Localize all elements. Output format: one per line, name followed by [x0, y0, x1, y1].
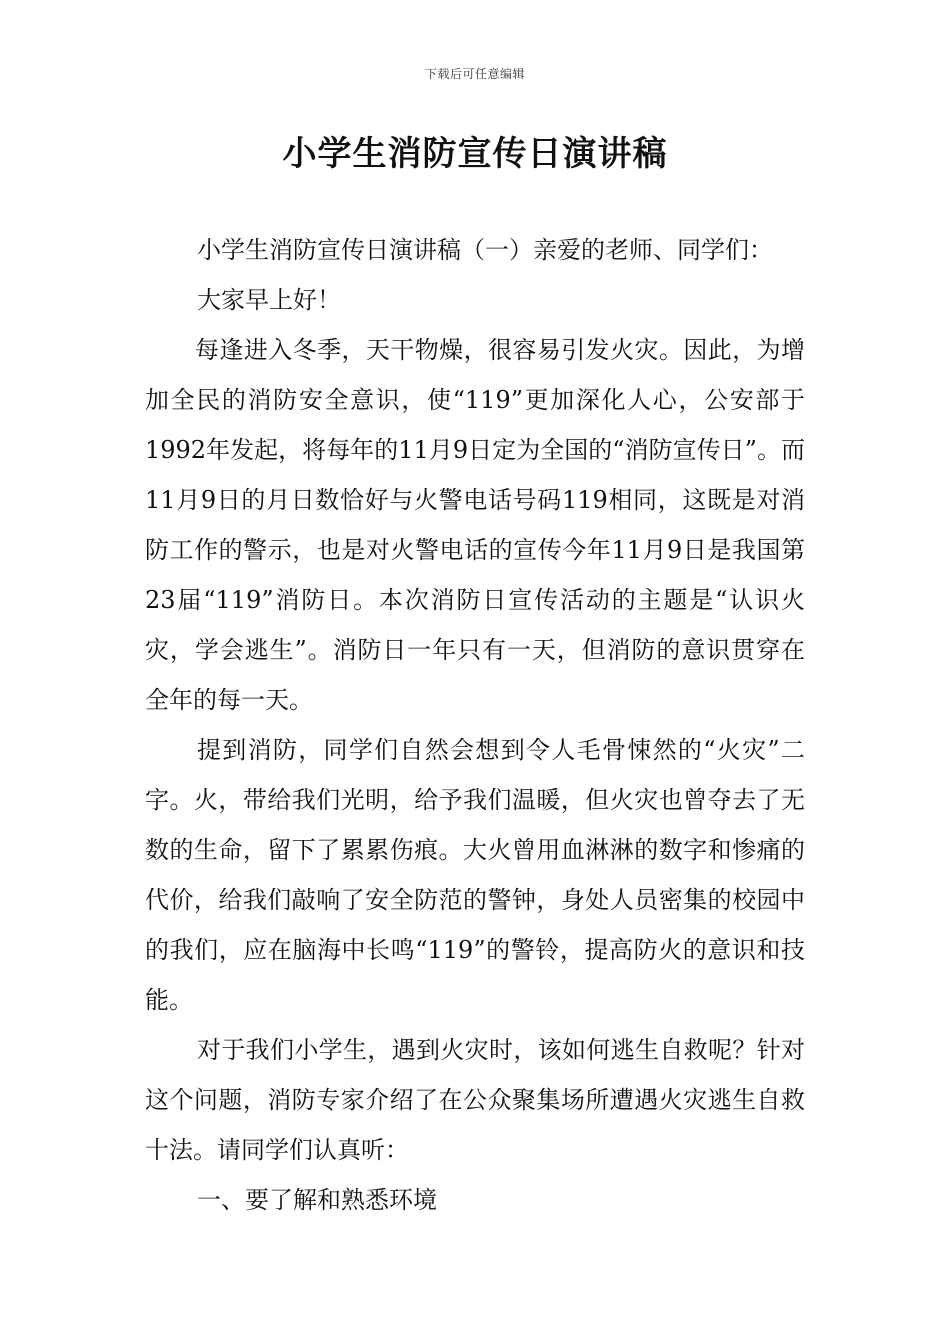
paragraph-fire-danger: 提到消防，同学们自然会想到令人毛骨悚然的“火灾”二字。火，带给我们光明，给予我们温暖，但火灾也曾夺去了无数的生命，留下了累累伤痕。大火曾用血淋淋的数字和惨痛的代价，给我们敲响了安全防范的警钟，身处人员密集的校园中的我们，应在脑海中长鸣“119”的警铃，提高防火的意识和技能。 — [145, 736, 805, 1014]
paragraph-self-rescue: 对于我们小学生，遇到火灾时，该如何逃生自救呢？针对这个问题，消防专家介绍了在公众聚集场所遭遇火灾逃生自救十法。请同学们认真听： — [145, 1036, 805, 1164]
paragraph-salutation: 大家早上好！ — [197, 286, 341, 314]
paragraph-rule-one: 一、要了解和熟悉环境 — [197, 1186, 437, 1214]
document-title: 小学生消防宣传日演讲稿 — [282, 134, 668, 174]
paragraph-fire-day: 每逢进入冬季，天干物燥，很容易引发火灾。因此，为增加全民的消防安全意识，使“119”更加深化人心，公安部于1992年发起，将每年的11月9日定为全国的“消防宣传日”。而11月9日的月日数恰好与火警电话号码119相同，这既是对消防工作的警示，也是对火警电话的宣传今年11月9日是我国第23届“119”消防日。本次消防日宣传活动的主题是“认识火灾，学会逃生”。消防日一年只有一天，但消防的意识贯穿在全年的每一天。 — [145, 336, 805, 714]
header-note: 下载后可任意编辑 — [424, 67, 525, 81]
paragraph-greeting: 小学生消防宣传日演讲稿（一）亲爱的老师、同学们： — [197, 236, 773, 264]
document-body — [145, 225, 805, 1225]
